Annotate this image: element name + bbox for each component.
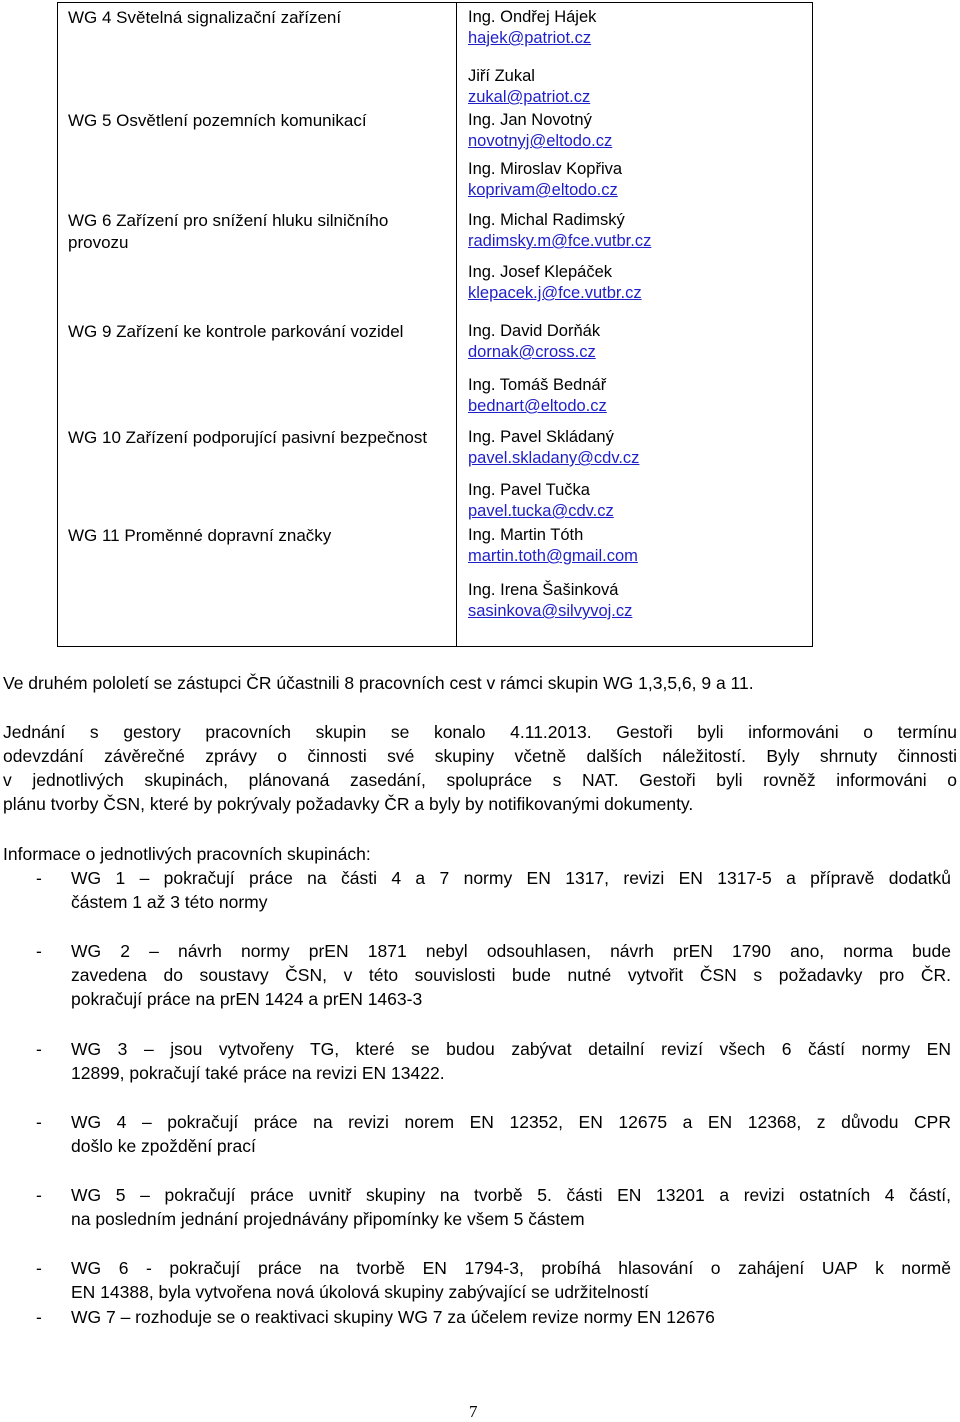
contact-email[interactable]: novotnyj@eltodo.cz	[468, 132, 613, 150]
wg-label: WG 11 Proměnné dopravní značky	[68, 526, 332, 545]
list-item-line: pokračují práce na prEN 1424 a prEN 1463-3	[71, 989, 423, 1009]
contact-name: Ing. Ondřej Hájek	[468, 8, 597, 26]
contact-name: Ing. David Dorňák	[468, 322, 601, 340]
table-column-divider	[456, 3, 457, 646]
list-dash: -	[36, 868, 42, 888]
contact-name: Ing. Miroslav Kopřiva	[468, 160, 623, 178]
list-dash: -	[36, 1039, 42, 1059]
contact-email[interactable]: koprivam@eltodo.cz	[468, 181, 618, 199]
contact-name: Ing. Martin Tóth	[468, 526, 584, 544]
contact	[468, 110, 808, 152]
wg-label: WG 10 Zařízení podporující pasivní bezpečnost	[68, 428, 428, 447]
wg-label: WG 4 Světelná signalizační zařízení	[68, 8, 342, 27]
list-item-line: EN 14388, byla vytvořena nová úkolová skupiny zabývající se udržitelností	[71, 1282, 649, 1302]
contact-email[interactable]: martin.toth@gmail.com	[468, 547, 638, 565]
list-dash: -	[36, 1112, 42, 1132]
contact-email[interactable]: bednart@eltodo.cz	[468, 397, 607, 415]
list-dash: -	[36, 941, 42, 961]
contact-email[interactable]: sasinkova@silvyvoj.cz	[468, 602, 633, 620]
contact-email[interactable]: radimsky.m@fce.vutbr.cz	[468, 232, 652, 250]
contact-name: Ing. Irena Šašinková	[468, 581, 619, 599]
contact-name: Ing. Jan Novotný	[468, 111, 592, 129]
list-item-line: WG 1 – pokračují práce na části 4 a 7 normy EN 1317, revizi EN 1317-5 a přípravě dodatků	[71, 868, 951, 888]
list-item-line: WG 2 – návrh normy prEN 1871 nebyl odsouhlasen, návrh prEN 1790 ano, norma bude	[71, 941, 951, 961]
contact-name: Ing. Josef Klepáček	[468, 263, 613, 281]
contact	[468, 66, 808, 108]
paragraph-line: odevzdání závěrečné zprávy o činnosti své skupiny včetně dalších náležitostí. Byly shrnuty činnosti	[3, 746, 957, 766]
contact	[468, 525, 808, 567]
paragraph-line: v jednotlivých skupinách, plánovaná zasedání, spolupráce s NAT. Gestoři byli rovněž informováni o	[3, 770, 957, 790]
contact	[468, 480, 808, 522]
contact	[468, 210, 808, 252]
contact	[468, 580, 808, 622]
list-dash: -	[36, 1258, 42, 1278]
list-item-line: WG 5 – pokračují práce uvnitř skupiny na tvorbě 5. části EN 13201 a revizi ostatních 4 částí,	[71, 1185, 951, 1205]
paragraph-trips: Ve druhém pololetí se zástupci ČR účastnili 8 pracovních cest v rámci skupin WG 1,3,5,6, 9 a 11.	[3, 673, 754, 693]
list-item-line: 12899, pokračují také práce na revizi EN 13422.	[71, 1063, 445, 1083]
contact-email[interactable]: pavel.skladany@cdv.cz	[468, 449, 640, 467]
page-number: 7	[469, 1402, 478, 1421]
list-item-line: WG 4 – pokračují práce na revizi norem EN 12352, EN 12675 a EN 12368, z důvodu CPR	[71, 1112, 951, 1132]
list-item-line: WG 3 – jsou vytvořeny TG, které se budou zabývat detailní revizí všech 6 částí normy EN	[71, 1039, 951, 1059]
list-item-line: WG 7 – rozhoduje se o reaktivaci skupiny WG 7 za účelem revize normy EN 12676	[71, 1307, 715, 1327]
contact-name: Ing. Pavel Tučka	[468, 481, 590, 499]
paragraph-line: Jednání s gestory pracovních skupin se konalo 4.11.2013. Gestoři byli informováni o termínu	[3, 722, 957, 742]
contact-name: Ing. Tomáš Bednář	[468, 376, 607, 394]
list-dash: -	[36, 1307, 42, 1327]
contact	[468, 7, 808, 49]
contact-email[interactable]: zukal@patriot.cz	[468, 88, 591, 106]
wg-label: WG 5 Osvětlení pozemních komunikací	[68, 111, 367, 130]
wg-label: WG 6 Zařízení pro snížení hluku silničního provozu	[68, 211, 389, 252]
list-item-line: částem 1 až 3 této normy	[71, 892, 268, 912]
paragraph-line: plánu tvorby ČSN, které by pokrývaly požadavky ČR a byly by notifikovanými dokumenty.	[3, 794, 694, 814]
working-groups-table	[57, 2, 813, 647]
section-heading: Informace o jednotlivých pracovních skupinách:	[3, 844, 371, 864]
contact-email[interactable]: klepacek.j@fce.vutbr.cz	[468, 284, 642, 302]
contact-email[interactable]: hajek@patriot.cz	[468, 29, 592, 47]
contact-name: Jiří Zukal	[468, 67, 535, 85]
list-item-line: WG 6 - pokračují práce na tvorbě EN 1794-3, probíhá hlasování o zahájení UAP k normě	[71, 1258, 951, 1278]
contact	[468, 321, 808, 363]
contact	[468, 375, 808, 417]
contact	[468, 427, 808, 469]
list-item-line: došlo ke zpoždění prací	[71, 1136, 256, 1156]
contact-email[interactable]: dornak@cross.cz	[468, 343, 596, 361]
contact-name: Ing. Michal Radimský	[468, 211, 625, 229]
wg-label: WG 9 Zařízení ke kontrole parkování vozidel	[68, 322, 404, 341]
list-dash: -	[36, 1185, 42, 1205]
contact	[468, 262, 808, 304]
contact	[468, 159, 808, 201]
list-item-line: zavedena do soustavy ČSN, v této souvislosti bude nutné vytvořit ČSN s požadavky pro ČR.	[71, 965, 951, 985]
list-item-line: na posledním jednání projednávány připomínky ke všem 5 částem	[71, 1209, 585, 1229]
contact-name: Ing. Pavel Skládaný	[468, 428, 614, 446]
contact-email[interactable]: pavel.tucka@cdv.cz	[468, 502, 614, 520]
